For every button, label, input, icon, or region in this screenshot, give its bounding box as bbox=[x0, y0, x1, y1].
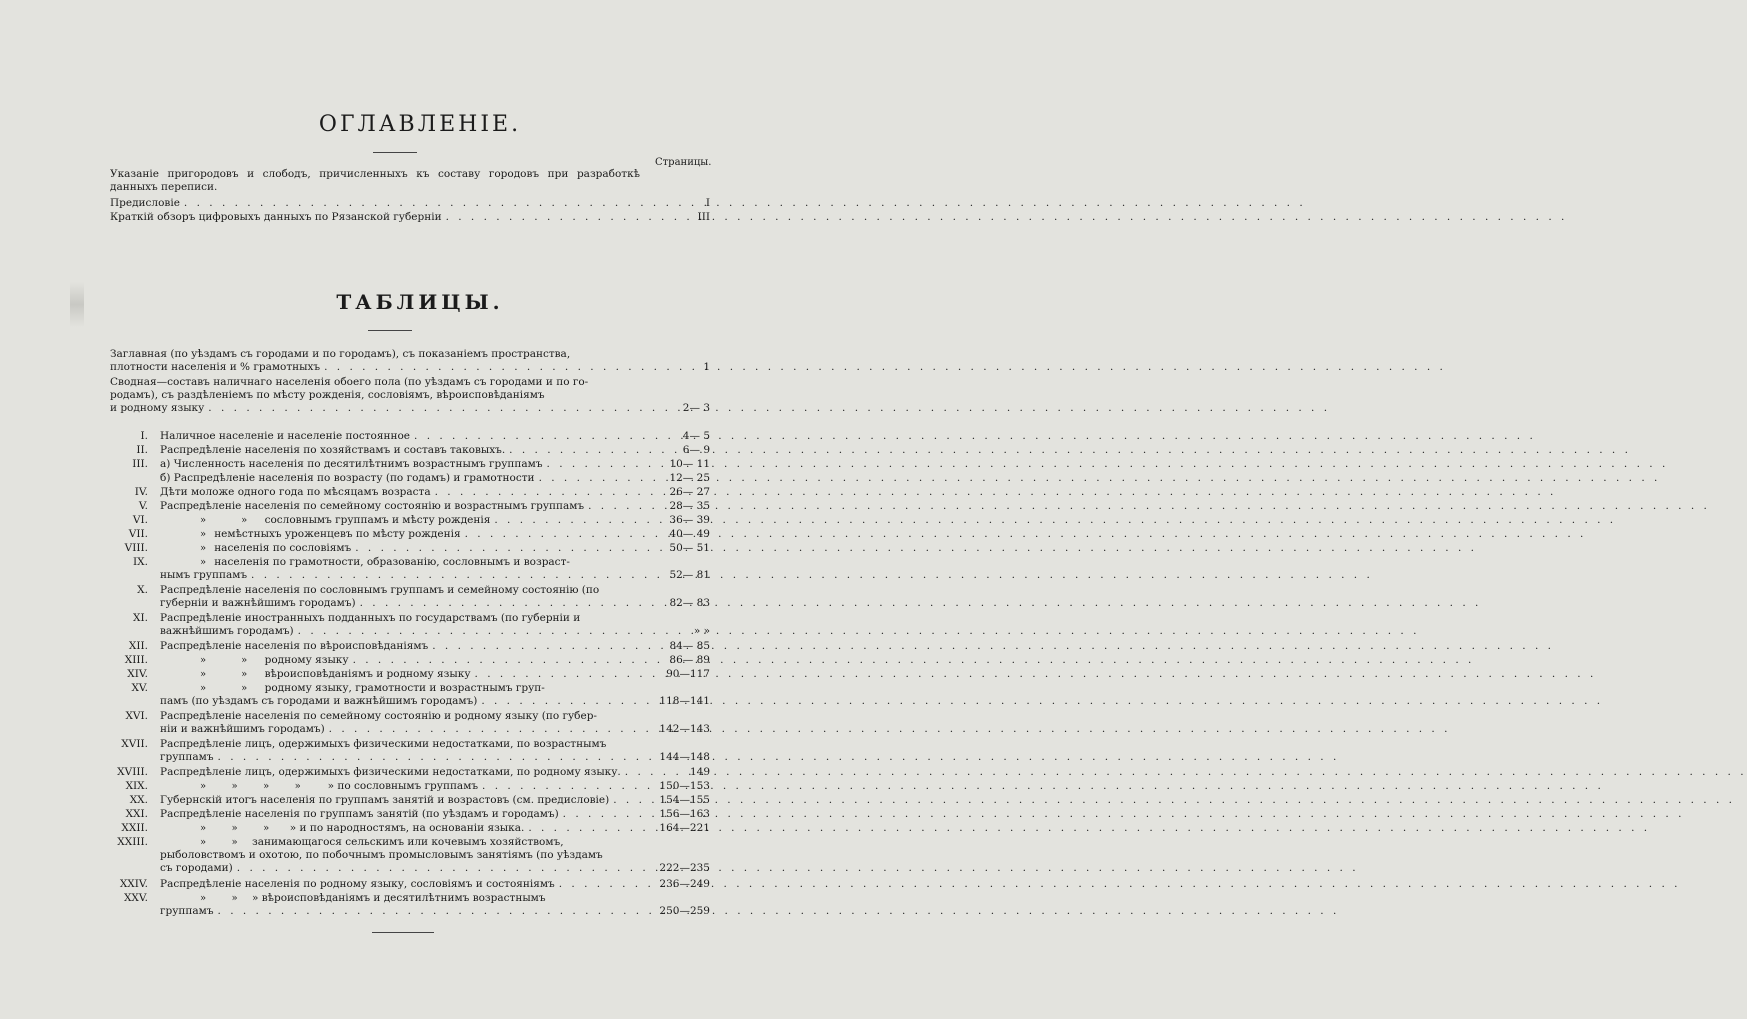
table-number: V. bbox=[138, 500, 148, 512]
leader-line bbox=[160, 472, 710, 485]
table-entry bbox=[160, 682, 710, 708]
table-number: XXV. bbox=[123, 892, 148, 904]
table-number: XI. bbox=[133, 612, 148, 624]
page-number: 36— 39 bbox=[669, 514, 710, 526]
toc-entry bbox=[110, 211, 710, 224]
page-number: 154—155 bbox=[659, 794, 710, 806]
entry-text: Распредѣленiе лицъ, одержимыхъ физическими недостатками, по возрастнымъ bbox=[160, 738, 607, 750]
table-number: II. bbox=[136, 444, 148, 456]
entry-text: памъ (по уѣздамъ съ городами и важнѣйшимъ городамъ) bbox=[160, 695, 478, 707]
entry-text: сословнымъ группамъ и мѣсту рожденiя bbox=[264, 514, 491, 526]
table-entry bbox=[160, 640, 710, 653]
table-entry bbox=[160, 458, 710, 471]
page-number: 156—163 bbox=[659, 808, 710, 820]
table-number: XIV. bbox=[127, 668, 148, 680]
entry-text: родамъ), съ раздѣленiемъ по мѣсту рожденiя, сословiямъ, вѣроисповѣданiямъ bbox=[110, 389, 545, 401]
table-number: XVI. bbox=[125, 710, 148, 722]
page-number: 250—259 bbox=[659, 905, 710, 917]
dot-leader bbox=[237, 862, 646, 875]
entry-text: Распредѣленiе лицъ, одержимыхъ физическими недостатками, по родному языку. bbox=[160, 766, 621, 778]
ditto-marks: » » bbox=[200, 655, 248, 666]
entry-text: и родному языку bbox=[110, 402, 205, 414]
table-number: XXI. bbox=[125, 808, 148, 820]
table-entry bbox=[160, 542, 710, 555]
leader-line bbox=[110, 197, 710, 210]
leader-line bbox=[160, 905, 710, 918]
entry-text: Дѣти моложе одного года по мѣсяцамъ возраста bbox=[160, 486, 431, 498]
entry-text: родному языку bbox=[264, 654, 349, 666]
leader-line bbox=[160, 625, 710, 638]
table-entry bbox=[160, 710, 710, 736]
leader-line bbox=[110, 361, 710, 374]
dot-leader bbox=[435, 486, 646, 499]
dot-leader bbox=[613, 794, 646, 807]
dot-leader bbox=[475, 668, 646, 681]
entry-text: нымъ группамъ bbox=[160, 569, 248, 581]
dot-leader bbox=[208, 402, 646, 415]
table-entry bbox=[160, 794, 710, 807]
dot-leader bbox=[547, 458, 646, 471]
page-number: 10— 11 bbox=[669, 458, 710, 470]
table-entry bbox=[160, 430, 710, 443]
leader-line bbox=[110, 211, 710, 224]
entry-text: губернiи и важнѣйшимъ городамъ) bbox=[160, 597, 356, 609]
table-number: VII. bbox=[128, 528, 148, 540]
page-number: 222—235 bbox=[659, 862, 710, 874]
dot-leader bbox=[355, 542, 646, 555]
page-number: 150—153 bbox=[659, 780, 710, 792]
entry-text: съ городами) bbox=[160, 862, 233, 874]
leader-line bbox=[160, 862, 710, 875]
dot-leader bbox=[446, 211, 646, 224]
entry-text: Распредѣленiе иностранныхъ подданныхъ по государствамъ (по губернiи и bbox=[160, 612, 581, 624]
entry-text: плотности населенiя и % грамотныхъ bbox=[110, 361, 321, 373]
page-number: 1 bbox=[703, 361, 710, 373]
leader-line bbox=[160, 500, 710, 513]
leader-line bbox=[160, 458, 710, 471]
table-number: X. bbox=[137, 584, 148, 596]
table-entry bbox=[160, 892, 710, 918]
entry-text: Распредѣленiе населенiя по семейному состоянiю и возрастнымъ группамъ bbox=[160, 500, 585, 512]
table-number: XXIV. bbox=[119, 878, 148, 890]
ditto-marks: » » » » bbox=[200, 781, 301, 792]
dot-leader bbox=[353, 654, 646, 667]
entry-text: Предисловiе bbox=[110, 197, 180, 209]
leader-line bbox=[160, 430, 710, 443]
entry-text: Распредѣленiе населенiя по родному языку, сословiямъ и состоянiямъ bbox=[160, 878, 555, 890]
dot-leader bbox=[494, 514, 646, 527]
entry-text: занимающагося сельскимъ или кочевымъ хозяйствомъ, bbox=[252, 836, 564, 848]
end-rule bbox=[372, 932, 434, 933]
page-number: 236—249 bbox=[659, 878, 710, 890]
entry-text: нiи и важнѣйшимъ городамъ) bbox=[160, 723, 325, 735]
ditto-marks: » bbox=[200, 529, 207, 540]
entry-text: Распредѣленiе населенiя по хозяйствамъ и составъ таковыхъ. bbox=[160, 444, 506, 456]
page-number: 52— 81 bbox=[669, 569, 710, 581]
entry-text: а) Численность населенiя по десятилѣтнимъ возрастнымъ группамъ bbox=[160, 458, 543, 470]
page-number: 144—148 bbox=[659, 751, 710, 763]
page-number: 2— 3 bbox=[682, 402, 710, 414]
leader-line bbox=[160, 751, 710, 764]
page-number: 26— 27 bbox=[669, 486, 710, 498]
table-entry bbox=[160, 836, 710, 875]
dot-leader bbox=[528, 822, 646, 835]
page-number: 84— 85 bbox=[669, 640, 710, 652]
dot-leader bbox=[298, 625, 646, 638]
table-entry bbox=[160, 668, 710, 681]
leader-line bbox=[160, 878, 710, 891]
dot-leader bbox=[563, 808, 646, 821]
page-number: 4— 5 bbox=[682, 430, 710, 442]
table-entry bbox=[160, 822, 710, 835]
leader-line bbox=[160, 766, 710, 779]
page-number: 6— 9 bbox=[682, 444, 710, 456]
table-number: XVII. bbox=[121, 738, 148, 750]
pages-column-header: Страницы. bbox=[655, 157, 712, 168]
entry-text: » вѣроисповѣданiямъ и десятилѣтнимъ возрастнымъ bbox=[252, 892, 546, 904]
table-entry bbox=[160, 500, 710, 513]
entry-text: населенiя по сословiямъ bbox=[214, 542, 352, 554]
ditto-marks: » » bbox=[200, 515, 248, 526]
entry-text: » по сословнымъ группамъ bbox=[327, 780, 479, 792]
page-number: 12— 25 bbox=[669, 472, 710, 484]
page-number: 28— 35 bbox=[669, 500, 710, 512]
ditto-marks: » » bbox=[200, 893, 238, 904]
intro-entry bbox=[110, 376, 710, 415]
page-number: 149 bbox=[689, 766, 710, 778]
leader-line bbox=[160, 695, 710, 708]
table-entry bbox=[160, 766, 710, 779]
page-number: 40— 49 bbox=[669, 528, 710, 540]
page-number: 90—117 bbox=[666, 668, 710, 680]
entry-text: населенiя по грамотности, образованiю, сословнымъ и возраст- bbox=[214, 556, 570, 568]
title-rule bbox=[373, 152, 417, 153]
page-number: III bbox=[697, 211, 710, 223]
ditto-marks: » bbox=[200, 543, 207, 554]
table-number: XIX. bbox=[125, 780, 148, 792]
table-entry bbox=[160, 878, 710, 891]
table-number: XV. bbox=[131, 682, 148, 694]
dot-leader bbox=[509, 444, 646, 457]
leader-line bbox=[160, 528, 710, 541]
dot-leader bbox=[218, 905, 646, 918]
entry-text: немѣстныхъ уроженцевъ по мѣсту рожденiя bbox=[214, 528, 461, 540]
table-entry bbox=[160, 528, 710, 541]
leader-line bbox=[160, 794, 710, 807]
table-number: XX. bbox=[129, 794, 148, 806]
table-number: XVIII. bbox=[117, 766, 148, 778]
entry-text: б) Распредѣленiе населенiя по возрасту (по годамъ) и грамотности bbox=[160, 472, 535, 484]
page-number: 82— 83 bbox=[669, 597, 710, 609]
leader-line bbox=[160, 723, 710, 736]
leader-line bbox=[160, 444, 710, 457]
dot-leader bbox=[482, 780, 646, 793]
table-number: XIII. bbox=[124, 654, 148, 666]
ditto-marks: » » » bbox=[200, 823, 270, 834]
entry-text: Распредѣленiе населенiя по семейному состоянiю и родному языку (по губер- bbox=[160, 710, 597, 722]
page-number: 164—221 bbox=[659, 822, 710, 834]
leader-line bbox=[160, 808, 710, 821]
dot-leader bbox=[559, 878, 646, 891]
table-entry bbox=[160, 612, 710, 638]
table-number: I. bbox=[140, 430, 148, 442]
dot-leader bbox=[184, 197, 646, 210]
dot-leader bbox=[360, 597, 646, 610]
table-entry bbox=[160, 654, 710, 667]
toc-entry bbox=[110, 197, 710, 210]
entry-text: рыболовствомъ и охотою, по побочнымъ промысловымъ занятiямъ (по уѣздамъ bbox=[160, 849, 603, 861]
table-number: XXIII. bbox=[117, 836, 148, 848]
table-number: IV. bbox=[134, 486, 148, 498]
table-entry bbox=[160, 486, 710, 499]
dot-leader bbox=[539, 472, 646, 485]
table-entry bbox=[160, 514, 710, 527]
page-number: 86— 89 bbox=[669, 654, 710, 666]
leader-line bbox=[160, 486, 710, 499]
table-number: VIII. bbox=[124, 542, 148, 554]
table-entry bbox=[160, 584, 710, 610]
table-number: XXII. bbox=[121, 822, 148, 834]
leader-line bbox=[160, 542, 710, 555]
page-number: » » bbox=[693, 625, 710, 637]
entry-text: группамъ bbox=[160, 905, 214, 917]
page-number: I bbox=[705, 197, 710, 209]
entry-text: группамъ bbox=[160, 751, 214, 763]
entry-text: Распредѣленiе населенiя по группамъ занятiй (по уѣздамъ и городамъ) bbox=[160, 808, 559, 820]
entry-text: Наличное населенiе и населенiе постоянное bbox=[160, 430, 411, 442]
toc-entry bbox=[110, 168, 710, 194]
tables-title-rule bbox=[368, 330, 412, 331]
leader-line bbox=[160, 597, 710, 610]
dot-leader bbox=[625, 766, 646, 779]
table-entry bbox=[160, 472, 710, 485]
table-number: XII. bbox=[128, 640, 148, 652]
leader-line bbox=[110, 402, 710, 415]
dot-leader bbox=[432, 640, 646, 653]
entry-text: родному языку, грамотности и возрастнымъ груп- bbox=[264, 682, 545, 694]
toc-title: ОГЛАВЛЕНIЕ. bbox=[318, 112, 522, 137]
table-number: III. bbox=[132, 458, 148, 470]
table-entry bbox=[160, 738, 710, 764]
table-entry bbox=[160, 556, 710, 582]
entry-text: важнѣйшимъ городамъ) bbox=[160, 625, 294, 637]
dot-leader bbox=[588, 500, 646, 513]
dot-leader bbox=[218, 751, 646, 764]
table-number: VI. bbox=[132, 514, 148, 526]
table-entry bbox=[160, 780, 710, 793]
table-number: IX. bbox=[133, 556, 148, 568]
entry-text: » и по народностямъ, на основанiи языка. bbox=[289, 822, 525, 834]
page-number: 118—141 bbox=[659, 695, 710, 707]
leader-line bbox=[160, 569, 710, 582]
dot-leader bbox=[414, 430, 646, 443]
dot-leader bbox=[481, 695, 646, 708]
ditto-marks: » » bbox=[200, 837, 238, 848]
page-number: 142—143 bbox=[659, 723, 710, 735]
entry-text: Краткiй обзоръ цифровыхъ данныхъ по Рязанской губернiи bbox=[110, 211, 442, 223]
document-page bbox=[0, 0, 800, 1019]
dot-leader bbox=[324, 361, 646, 374]
dot-leader bbox=[329, 723, 646, 736]
tables-title: ТАБЛИЦЫ. bbox=[336, 290, 504, 314]
ditto-marks: » » bbox=[200, 683, 248, 694]
page-number: 50— 51 bbox=[669, 542, 710, 554]
leader-line bbox=[160, 640, 710, 653]
entry-text: Указанiе пригородовъ и слободъ, причисленныхъ къ составу городовъ при разработкѣ данныхъ переписи. bbox=[110, 168, 640, 193]
ditto-marks: » bbox=[200, 557, 207, 568]
entry-text: Распредѣленiе населенiя по сословнымъ группамъ и семейному состоянiю (по bbox=[160, 584, 600, 596]
ditto-marks: » » bbox=[200, 669, 248, 680]
intro-entry bbox=[110, 348, 710, 374]
entry-text: Губернскiй итогъ населенiя по группамъ занятiй и возрастовъ (см. предисловiе) bbox=[160, 794, 610, 806]
dot-leader bbox=[465, 528, 646, 541]
dot-leader bbox=[251, 569, 646, 582]
entry-text: Заглавная (по уѣздамъ съ городами и по городамъ), съ показанiемъ пространства, bbox=[110, 348, 571, 360]
entry-text: Сводная—составъ наличнаго населенiя обоего пола (по уѣздамъ съ городами и по го- bbox=[110, 376, 589, 388]
entry-text: Распредѣленiе населенiя по вѣроисповѣданiямъ bbox=[160, 640, 429, 652]
entry-text: вѣроисповѣданiямъ и родному языку bbox=[264, 668, 471, 680]
table-entry bbox=[160, 808, 710, 821]
table-entry bbox=[160, 444, 710, 457]
